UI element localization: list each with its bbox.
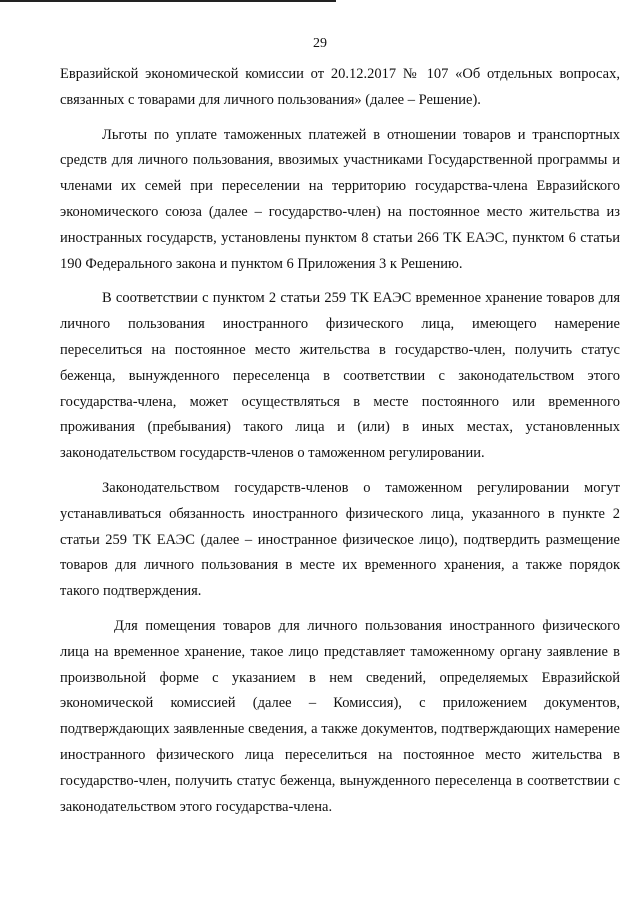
paragraph-3: В соответствии с пунктом 2 статьи 259 ТК ЕАЭС временное хранение товаров для личного пользования иностранного физического лица, имеющего намерение переселиться на постоянное место жительства в государство-член, получить статус беженца, вынужденного переселенца в соответствии с законодательством этого государства-члена, может осуществляться в месте постоянного или временного проживания (пребывания) такого лица и (или) в иных местах, установленных законодательством государств-членов о таможенном регулировании. xyxy=(60,290,620,462)
document-body xyxy=(60,62,620,820)
top-rule xyxy=(0,0,336,2)
paragraph-4: Законодательством государств-членов о таможенном регулировании могут устанавливаться обязанность иностранного физического лица, указанного в пункте 2 статьи 259 ТК ЕАЭС (далее – иностранное физическое лицо), подтвердить размещение товаров для личного пользования в месте их временного хранения, а также порядок такого подтверждения. xyxy=(60,479,620,600)
paragraph-5: Для помещения товаров для личного пользования иностранного физического лица на временное хранение, такое лицо представляет таможенному органу заявление в произвольной форме с указанием в нем сведений, определяемых Евразийской экономической комиссией (далее – Комиссия), с приложением документов, подтверждающих заявленные сведения, а также документов, подтверждающих намерение иностранного физического лица переселиться на постоянное место жительства в государство-член, получить статус беженца, вынужденного переселенца в соответствии с законодательством этого государства-члена. xyxy=(60,617,620,815)
paragraph-1: Евразийской экономической комиссии от 20.12.2017 № 107 «Об отдельных вопросах, связанных с товарами для личного пользования» (далее – Решение). xyxy=(60,66,620,108)
page-number: 29 xyxy=(313,36,327,51)
paragraph-2: Льготы по уплате таможенных платежей в отношении товаров и транспортных средств для личного пользования, ввозимых участниками Государственной программы и членами их семей при переселении на территорию государства-члена Евразийского экономического союза (далее – государство-член) на постоянное место жительства из иностранных государств, установлены пунктом 8 статьи 266 ТК ЕАЭС, пунктом 6 статьи 190 Федерального закона и пунктом 6 Приложения 3 к Решению. xyxy=(60,126,620,272)
